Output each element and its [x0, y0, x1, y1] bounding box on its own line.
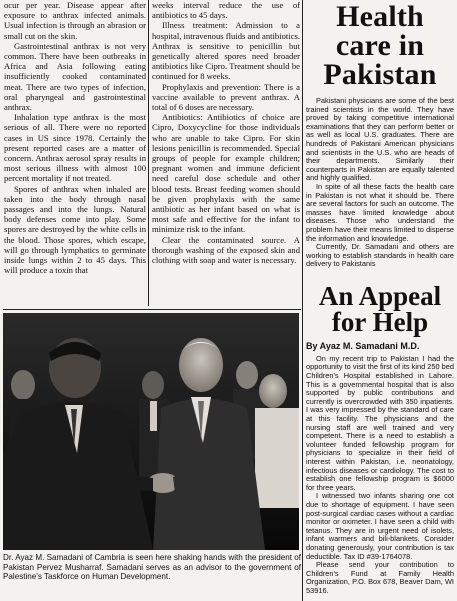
body-paragraph: Please send your contribution to Children's Fund at Family Health Organization, P.O. Box 678, Beaver Dam, WI 53916.	[306, 560, 454, 595]
photo-top-rule	[3, 309, 301, 310]
body-paragraph: weeks interval reduce the use of antibiotics to 45 days.	[152, 0, 300, 21]
anthrax-article-column-1	[4, 0, 146, 275]
body-paragraph: Currently, Dr. Samadani and others are working to establish standards in health care delivery to Pakistanis	[306, 242, 454, 269]
body-paragraph: Clear the contaminated source. A thorough washing of the exposed skin and clothing with soap and water is necessary.	[152, 234, 300, 266]
body-paragraph: Prophylaxis and prevention: There is a vaccine available to prevent anthrax. A total of 6 doses are necessary.	[152, 81, 300, 113]
body-paragraph: Inhalation type anthrax is the most serious of all. There were no reported cases in US since 1978. Certainly the present reported cases are a matter of concern. Anthrax aerosol spray results in most serious illness with almost 100 percent mortality if not treated.	[4, 112, 146, 184]
photo-caption: Dr. Ayaz M. Samadani of Cambria is seen here shaking hands with the president of Pakistan Pervez Musharraf. Samadani serves as an advisor to the government of Palestine's Taskforce on Human Development.	[3, 553, 301, 582]
health-care-headline: Health care in Pakistan	[323, 0, 437, 91]
body-paragraph: In spite of all these facts the health care in Pakistan is not what it should be. There are several factors for such an outcome. The masses have limited knowledge about diseases. Those who understand the problem have their means limited to disperse the information and knowledge.	[306, 181, 454, 243]
column-divider	[302, 0, 303, 601]
column-divider	[148, 0, 149, 306]
body-paragraph: On my recent trip to Pakistan I had the opportunity to visit the first of its kind 250 bed Children's Hospital established in Lahore. This is a governmental hospital that is also supported by public contributions and currently is overcrowded with 350 inpatients. I was very impressed by the standard of care at this facility. The physicians and the nursing staff are well trained and very competent. There is a need to establish a volunteer funded fellowship program for physicians to specialize in their field of interest within Pakistan, i.e. neonatology, infectious diseases or cardiology. The cost to establish one fellowship program is $6000 for three years.	[306, 353, 454, 492]
handshake-photo	[3, 313, 299, 550]
body-paragraph: ocur per year. Disease appear after exposure to anthrax infected animals. Usual infection is through an abrasion or small cut on the skin.	[4, 0, 146, 41]
body-paragraph: Spores of anthrax when inhaled are taken into the body through nasal passages and into the lungs. Natural body defenses come into play. Some spores are destroyed by the white cells in the blood. Those spores, which escape, will go through lymphatics to germinate inside lungs within 2 to 45 days. This will produce a toxin that	[4, 183, 146, 276]
body-paragraph: Pakistani physicians are some of the best trained scientists in the world. They have proved by taking competitive international examinations that they can perform better or as well as local U.S. graduates. There are hundreds of Pakistani American physicians and scientists in the U.S. who are heads of their departments. Similarly their counterparts in Pakistan are equally talented and highly qualified.	[306, 96, 454, 183]
body-paragraph: Illness treatment: Admission to a hospital, intravenous fluids and antibiotics. Anthrax is sensitive to penicillin but genetically altered spores need broader antibiotics like Cipro. Treatment should be continued for 8 weeks.	[152, 20, 300, 82]
appeal-article	[306, 355, 454, 596]
anthrax-article-column-2	[152, 0, 300, 265]
body-paragraph: I witnessed two infants sharing one cot due to shortage of equipment. I have seen post-surgical cardiac cases without a cardiac monitor or oximeter. I have seen a child with tetanus. They are in urgent need of isolets, infant warmers and bili-blankets. Consider donating generously, your contribution is tax deductible. Tax ID #39-1764078.	[306, 491, 454, 561]
appeal-headline: An Appeal for Help	[318, 280, 442, 337]
health-care-article	[306, 97, 454, 269]
handshake-photo-image	[3, 313, 299, 550]
byline: By Ayaz M. Samadani M.D.	[306, 340, 420, 351]
body-paragraph: Antibiotics: Antibiotics of choice are Cipro, Doxycycline for those individuals who are unable to take Cipro. For skin lesions penicillin is recommended. Special groups of people for example children; pregnant women and immune deficient need careful dose schedule and other blood tests. Breast feeding women should be given prophylaxis with the same antibiotic as her infant based on what is most safe and effective for the infant to minimize risk to the infant.	[152, 112, 300, 235]
sidebar-column	[306, 0, 454, 596]
body-paragraph: Gastrointestinal anthrax is not very common. There have been outbreaks in Africa and Asia following eating insufficiently cooked contaminated meat. There are two types of infection, oral pharyngeal and gastrointestinal anthrax.	[4, 40, 146, 113]
